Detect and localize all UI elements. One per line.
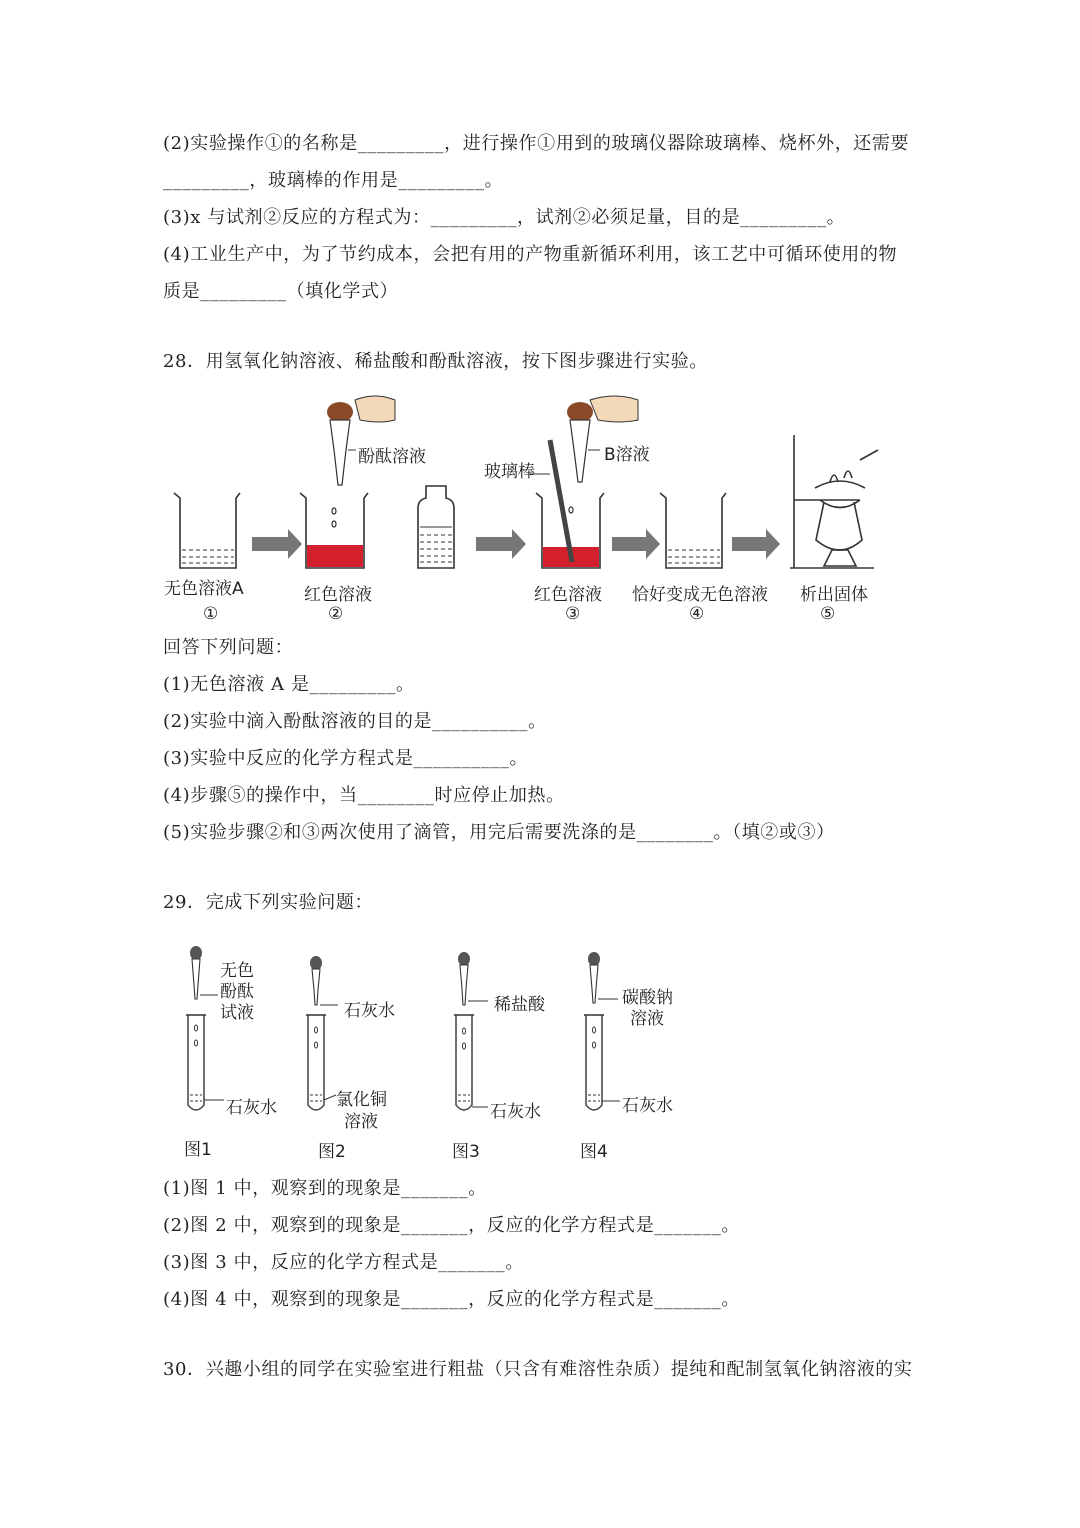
- q27-line-4: (4)工业生产中，为了节约成本，会把有用的产物重新循环利用，该工艺中可循环使用的物: [163, 244, 898, 265]
- q29-answer-1: (1)图 1 中，观察到的现象是_______。: [163, 1178, 487, 1199]
- label-b-solution: B溶液: [604, 445, 650, 465]
- q28-figure: [160, 390, 880, 630]
- step2-label: 红色溶液: [304, 585, 372, 605]
- q27-line-2: (2)实验操作①的名称是_________，进行操作①用到的玻璃仪器除玻璃棒、烧杯外，还需要: [163, 133, 910, 154]
- q29-diagram: [180, 945, 700, 1165]
- f4-dropper-l1: 碳酸钠: [622, 988, 673, 1008]
- step4-label: 恰好变成无色溶液: [632, 585, 768, 605]
- f4-tube-label: 石灰水: [622, 1096, 673, 1116]
- dropper-1: [327, 396, 395, 485]
- fig2-caption: 图2: [318, 1142, 346, 1162]
- q28-answer-4: (4)步骤⑤的操作中，当________时应停止加热。: [163, 785, 565, 806]
- q28-answer-1: (1)无色溶液 A 是_________。: [163, 674, 415, 695]
- step4-number: ④: [689, 604, 705, 624]
- f2-dropper-label: 石灰水: [344, 1001, 395, 1021]
- q27-line-2b: _________，玻璃棒的作用是_________。: [163, 170, 504, 191]
- evaporation-apparatus: [790, 435, 878, 568]
- test-tube-2: [308, 1015, 324, 1110]
- fig3-caption: 图3: [452, 1142, 480, 1162]
- q27-line-3: (3)x 与试剂②反应的方程式为：_________，试剂②必须足量，目的是_________。: [163, 207, 846, 228]
- f3-tube-label: 石灰水: [490, 1102, 541, 1122]
- dropper-2: [567, 396, 638, 482]
- step2-number: ②: [328, 604, 344, 624]
- f1-dropper-l2: 酚酞: [220, 982, 254, 1002]
- step3-label: 红色溶液: [534, 585, 602, 605]
- test-tube-3: [456, 1015, 472, 1110]
- step1-number: ①: [203, 604, 219, 624]
- q29-answer-3: (3)图 3 中，反应的化学方程式是_______。: [163, 1252, 524, 1273]
- q28-diagram: [160, 390, 880, 630]
- f2-tube-l1: 氯化铜: [336, 1090, 387, 1110]
- q28-prompt: 回答下列问题：: [163, 637, 294, 658]
- f1-dropper-l3: 试液: [220, 1003, 254, 1023]
- q28-answer-2: (2)实验中滴入酚酞溶液的目的是__________。: [163, 711, 547, 732]
- step1-label: 无色溶液A: [164, 579, 244, 599]
- q30-stem: 30．兴趣小组的同学在实验室进行粗盐（只含有难溶性杂质）提纯和配制氢氧化钠溶液的实: [163, 1359, 913, 1380]
- fig4-caption: 图4: [580, 1142, 608, 1162]
- q28-answer-5: (5)实验步骤②和③两次使用了滴管，用完后需要洗涤的是________。（填②或③）: [163, 822, 835, 843]
- q29-stem: 29．完成下列实验问题：: [163, 892, 374, 913]
- q29-figure: [180, 945, 700, 1165]
- red-solution-2: [307, 545, 363, 567]
- q28-stem: 28．用氢氧化钠溶液、稀盐酸和酚酞溶液，按下图步骤进行实验。: [163, 351, 708, 372]
- step5-label: 析出固体: [800, 585, 868, 605]
- fig1-caption: 图1: [184, 1140, 212, 1160]
- label-glass-rod: 玻璃棒: [484, 462, 535, 482]
- f1-tube-label: 石灰水: [226, 1098, 277, 1118]
- f4-dropper-l2: 溶液: [630, 1009, 664, 1029]
- step3-number: ③: [565, 604, 581, 624]
- f2-tube-l2: 溶液: [344, 1112, 378, 1132]
- q28-answer-3: (3)实验中反应的化学方程式是__________。: [163, 748, 529, 769]
- step5-number: ⑤: [820, 604, 836, 624]
- q29-answer-2: (2)图 2 中，观察到的现象是_______，反应的化学方程式是_______。: [163, 1215, 740, 1236]
- test-tube-4: [586, 1015, 602, 1110]
- f1-dropper-l1: 无色: [220, 961, 254, 981]
- f3-dropper-label: 稀盐酸: [494, 995, 545, 1015]
- test-tube-1: [188, 1015, 204, 1110]
- q29-answer-4: (4)图 4 中，观察到的现象是_______，反应的化学方程式是_______。: [163, 1289, 740, 1310]
- q27-line-4b: 质是_________（填化学式）: [163, 281, 399, 302]
- glass-rod: [550, 440, 572, 562]
- label-phenolphthalein: 酚酞溶液: [358, 447, 426, 467]
